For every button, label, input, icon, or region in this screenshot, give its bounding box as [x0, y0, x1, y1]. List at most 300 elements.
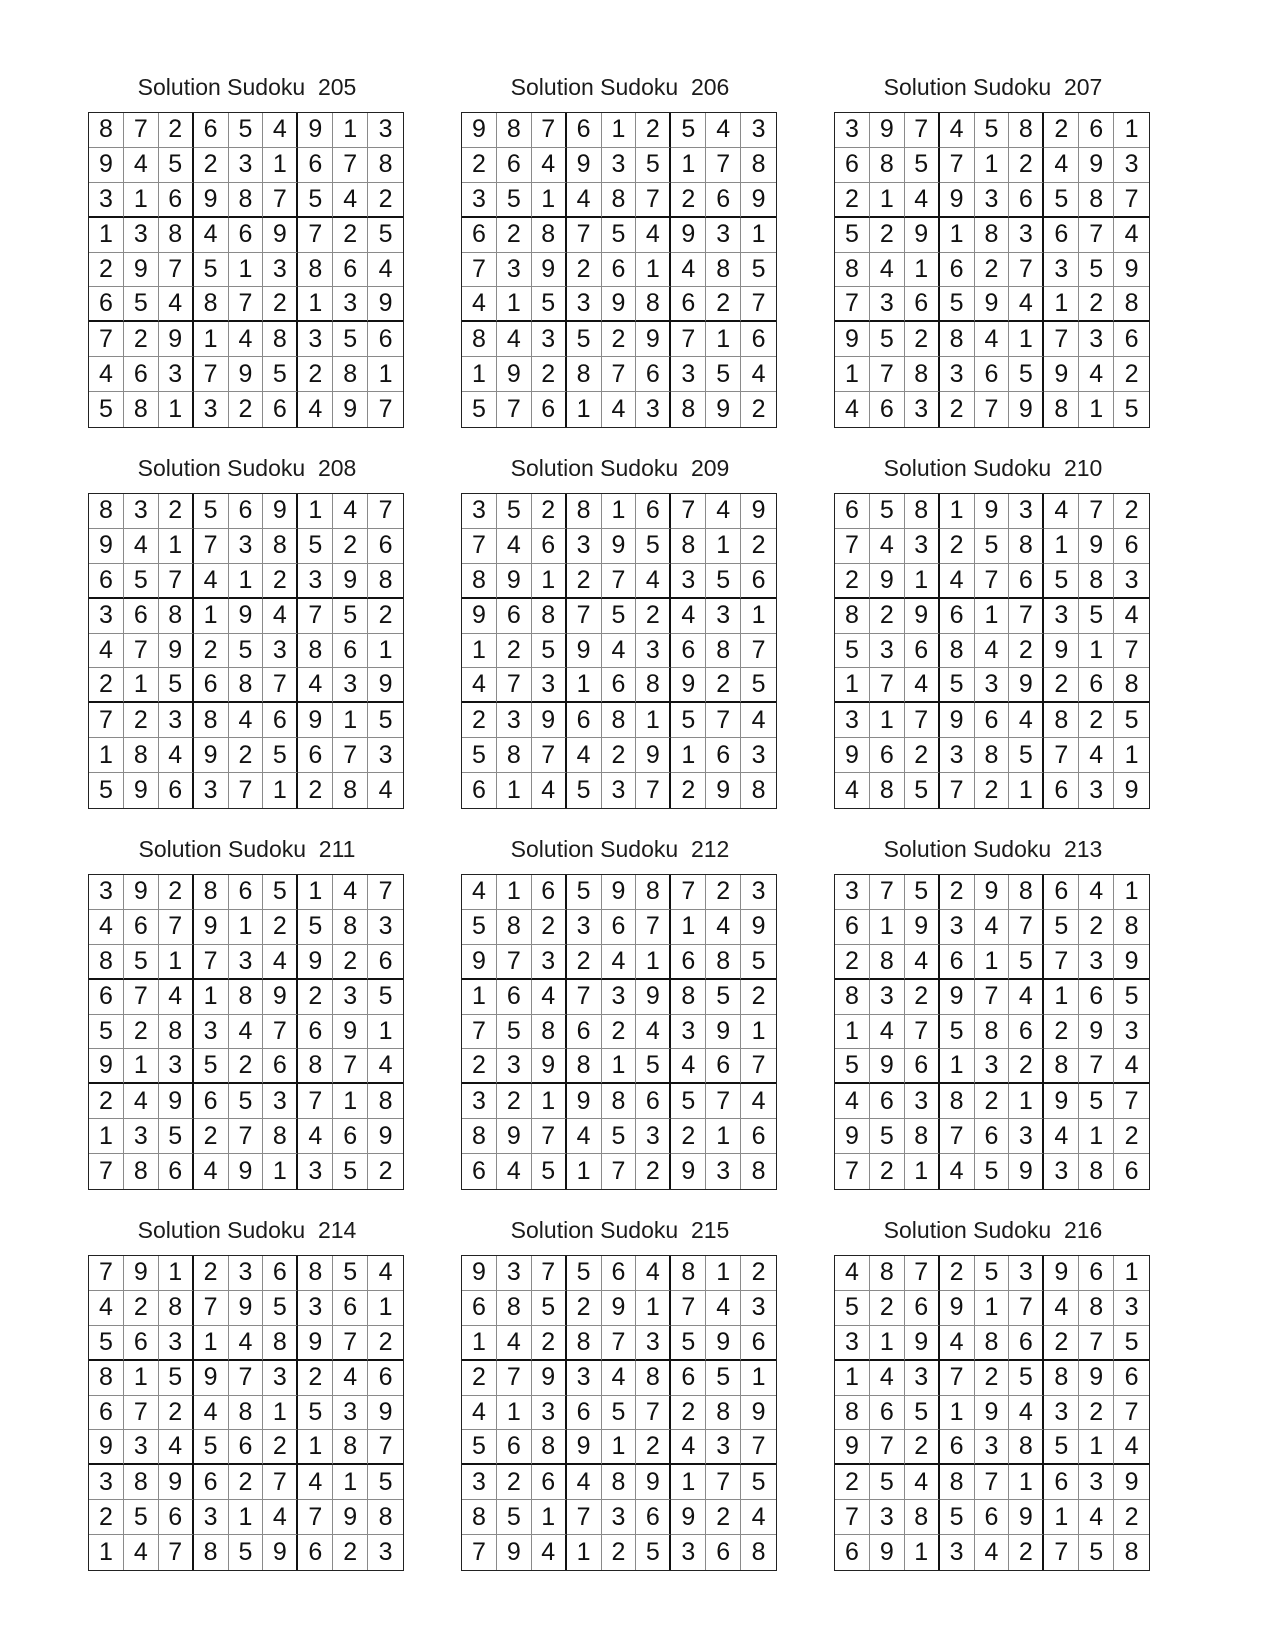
grid-cell: 1	[870, 1326, 905, 1361]
grid-cell: 6	[1114, 529, 1149, 564]
grid-cell: 4	[835, 1084, 870, 1119]
grid-cell: 6	[1079, 980, 1114, 1015]
grid-cell: 6	[905, 287, 940, 322]
sudoku-grid	[461, 112, 777, 428]
grid-cell: 7	[870, 875, 905, 910]
grid-cell: 4	[1079, 357, 1114, 392]
grid-cell: 9	[497, 357, 532, 392]
sudoku-grid	[88, 1255, 404, 1571]
grid-cell: 4	[940, 1154, 975, 1189]
grid-cell: 6	[870, 392, 905, 427]
grid-cell: 4	[194, 1154, 229, 1189]
grid-cell: 9	[263, 1535, 298, 1570]
grid-cell: 1	[462, 1326, 497, 1361]
grid-cell: 4	[378, 776, 393, 805]
grid-cell: 5	[229, 1084, 264, 1119]
grid-cell: 1	[975, 1291, 1010, 1326]
grid-cell: 4	[532, 980, 567, 1015]
grid-cell: 1	[741, 599, 776, 634]
grid-cell: 7	[567, 218, 602, 253]
grid-cell: 6	[1044, 773, 1079, 808]
grid-cell: 1	[905, 1154, 940, 1189]
grid-cell: 1	[567, 1154, 602, 1189]
grid-cell: 4	[159, 1430, 194, 1465]
grid-cell: 5	[1009, 738, 1044, 773]
grid-cell: 6	[1079, 113, 1114, 148]
puzzle-title: Solution Sudoku 206	[510, 74, 730, 100]
grid-cell: 3	[1009, 494, 1044, 529]
grid-cell: 1	[333, 113, 368, 148]
grid-cell: 6	[905, 634, 940, 669]
grid-cell: 9	[975, 494, 1010, 529]
grid-cell: 9	[940, 1291, 975, 1326]
grid-cell: 4	[497, 1326, 532, 1361]
grid-cell: 3	[333, 287, 368, 322]
grid-cell: 1	[905, 1535, 940, 1570]
grid-cell: 1	[159, 945, 194, 980]
grid-cell: 5	[263, 357, 298, 392]
grid-cell: 4	[263, 113, 298, 148]
grid-cell: 1	[532, 183, 567, 218]
grid-cell: 9	[229, 599, 264, 634]
grid-cell: 5	[89, 773, 124, 808]
grid-cell: 3	[159, 703, 194, 738]
grid-cell: 3	[567, 1361, 602, 1396]
grid-cell: 3	[940, 357, 975, 392]
grid-cell: 3	[835, 875, 870, 910]
grid-cell: 6	[1009, 564, 1044, 599]
grid-cell: 2	[1009, 1535, 1044, 1570]
grid-cell: 3	[706, 218, 741, 253]
grid-cell: 6	[602, 910, 637, 945]
grid-cell: 3	[462, 1084, 497, 1119]
grid-cell: 4	[671, 253, 706, 288]
grid-cell: 6	[835, 494, 870, 529]
grid-cell: 2	[835, 1465, 870, 1500]
grid-cell: 4	[706, 494, 741, 529]
grid-cell: 6	[333, 1291, 368, 1326]
grid-cell: 2	[636, 599, 671, 634]
grid-cell: 4	[602, 392, 637, 427]
grid-cell: 6	[706, 1049, 741, 1084]
grid-cell: 2	[1114, 1500, 1149, 1535]
grid-cell: 1	[940, 1049, 975, 1084]
grid-cell: 4	[159, 980, 194, 1015]
grid-cell: 2	[1044, 1015, 1079, 1050]
grid-cell: 9	[671, 218, 706, 253]
grid-cell: 3	[229, 945, 264, 980]
grid-cell: 9	[870, 1049, 905, 1084]
grid-cell: 8	[905, 1500, 940, 1535]
grid-cell: 9	[975, 287, 1010, 322]
grid-cell: 7	[567, 980, 602, 1015]
grid-cell: 8	[124, 738, 159, 773]
grid-cell: 6	[636, 494, 671, 529]
grid-cell: 5	[905, 875, 940, 910]
puzzle-title: Solution Sudoku 210	[883, 455, 1103, 481]
grid-cell: 4	[567, 738, 602, 773]
grid-cell: 5	[1009, 945, 1044, 980]
grid-cell: 8	[567, 1326, 602, 1361]
grid-cell: 8	[462, 322, 497, 357]
grid-cell: 5	[671, 1326, 706, 1361]
grid-cell: 2	[532, 357, 567, 392]
grid-cell: 4	[741, 357, 776, 392]
grid-cell: 5	[194, 1430, 229, 1465]
grid-cell: 4	[124, 1084, 159, 1119]
grid-cell: 6	[671, 287, 706, 322]
grid-cell: 8	[975, 218, 1010, 253]
grid-cell: 2	[602, 322, 637, 357]
grid-cell: 9	[602, 287, 637, 322]
grid-cell: 7	[497, 668, 532, 703]
grid-cell: 1	[975, 945, 1010, 980]
grid-cell: 9	[368, 1119, 403, 1154]
grid-cell: 1	[636, 945, 671, 980]
grid-cell: 5	[89, 1326, 124, 1361]
grid-cell: 8	[975, 738, 1010, 773]
grid-cell: 7	[870, 1430, 905, 1465]
grid-cell: 4	[741, 1500, 776, 1535]
grid-cell: 9	[1009, 668, 1044, 703]
grid-cell: 7	[1044, 1535, 1079, 1570]
grid-cell: 5	[636, 529, 671, 564]
grid-cell: 4	[870, 1361, 905, 1396]
grid-cell: 4	[1079, 738, 1114, 773]
grid-cell: 8	[706, 945, 741, 980]
grid-cell: 8	[229, 980, 264, 1015]
grid-cell: 4	[706, 1291, 741, 1326]
grid-cell: 4	[975, 322, 1010, 357]
grid-cell: 4	[462, 875, 497, 910]
grid-cell: 1	[1114, 113, 1149, 148]
grid-cell: 3	[975, 183, 1010, 218]
grid-cell: 7	[497, 392, 532, 427]
grid-cell: 5	[333, 599, 368, 634]
grid-cell: 9	[567, 1084, 602, 1119]
grid-cell: 8	[1009, 1430, 1044, 1465]
grid-cell: 2	[671, 1396, 706, 1431]
grid-cell: 1	[124, 1361, 159, 1396]
grid-cell: 3	[1009, 1119, 1044, 1154]
grid-cell: 2	[975, 253, 1010, 288]
grid-cell: 3	[263, 253, 298, 288]
grid-cell: 4	[124, 148, 159, 183]
grid-cell: 6	[89, 980, 124, 1015]
grid-cell: 4	[671, 1430, 706, 1465]
grid-cell: 3	[940, 910, 975, 945]
grid-cell: 2	[194, 1256, 229, 1291]
grid-cell: 7	[263, 1465, 298, 1500]
grid-cell: 4	[1044, 148, 1079, 183]
grid-cell: 8	[706, 1396, 741, 1431]
grid-cell: 2	[124, 1291, 159, 1326]
grid-cell: 1	[905, 564, 940, 599]
grid-cell: 4	[940, 113, 975, 148]
grid-cell: 9	[940, 183, 975, 218]
grid-cell: 8	[751, 1538, 766, 1567]
grid-cell: 5	[905, 148, 940, 183]
sudoku-grid	[461, 1255, 777, 1571]
grid-cell: 6	[532, 529, 567, 564]
grid-cell: 7	[124, 113, 159, 148]
grid-cell: 5	[567, 875, 602, 910]
grid-cell: 5	[159, 148, 194, 183]
grid-cell: 5	[905, 773, 940, 808]
grid-cell: 7	[706, 1084, 741, 1119]
grid-cell: 5	[368, 703, 403, 738]
grid-cell: 9	[229, 1291, 264, 1326]
grid-cell: 9	[706, 1326, 741, 1361]
grid-cell: 5	[1079, 1084, 1114, 1119]
grid-cell: 4	[1114, 218, 1149, 253]
grid-cell: 1	[671, 1465, 706, 1500]
grid-cell: 8	[229, 668, 264, 703]
grid-cell: 8	[905, 494, 940, 529]
grid-cell: 3	[1009, 1256, 1044, 1291]
grid-cell: 2	[462, 1361, 497, 1396]
grid-cell: 9	[263, 494, 298, 529]
grid-cell: 3	[835, 113, 870, 148]
grid-cell: 4	[229, 322, 264, 357]
grid-cell: 1	[532, 564, 567, 599]
grid-cell: 2	[532, 494, 567, 529]
grid-cell: 3	[706, 599, 741, 634]
grid-cell: 9	[1009, 392, 1044, 427]
grid-cell: 3	[532, 945, 567, 980]
grid-cell: 9	[671, 668, 706, 703]
puzzle-title: Solution Sudoku 208	[137, 455, 357, 481]
grid-cell: 7	[975, 1465, 1010, 1500]
grid-cell: 6	[532, 1465, 567, 1500]
grid-cell: 9	[870, 113, 905, 148]
grid-cell: 4	[870, 529, 905, 564]
grid-cell: 5	[462, 738, 497, 773]
grid-cell: 5	[567, 1256, 602, 1291]
grid-cell: 2	[333, 218, 368, 253]
grid-cell: 9	[905, 1326, 940, 1361]
grid-cell: 6	[462, 773, 497, 808]
grid-cell: 9	[741, 494, 776, 529]
grid-cell: 6	[975, 357, 1010, 392]
grid-cell: 6	[905, 1049, 940, 1084]
grid-cell: 5	[1124, 395, 1139, 424]
grid-cell: 4	[532, 148, 567, 183]
grid-cell: 2	[497, 1465, 532, 1500]
grid-cell: 2	[940, 392, 975, 427]
grid-cell: 4	[706, 113, 741, 148]
grid-cell: 9	[706, 392, 741, 427]
grid-cell: 8	[229, 183, 264, 218]
grid-cell: 1	[1009, 322, 1044, 357]
grid-cell: 2	[870, 1154, 905, 1189]
grid-cell: 7	[940, 773, 975, 808]
grid-cell: 2	[602, 738, 637, 773]
grid-cell: 5	[940, 1500, 975, 1535]
grid-cell: 1	[263, 1154, 298, 1189]
grid-cell: 7	[194, 529, 229, 564]
grid-cell: 7	[975, 392, 1010, 427]
grid-cell: 3	[298, 322, 333, 357]
grid-cell: 2	[1079, 287, 1114, 322]
grid-cell: 1	[124, 1049, 159, 1084]
grid-cell: 5	[1009, 1361, 1044, 1396]
grid-cell: 1	[706, 529, 741, 564]
grid-cell: 8	[567, 494, 602, 529]
grid-cell: 2	[671, 183, 706, 218]
grid-cell: 6	[532, 875, 567, 910]
grid-cell: 1	[89, 1535, 124, 1570]
grid-cell: 4	[497, 1154, 532, 1189]
grid-cell: 4	[905, 1465, 940, 1500]
grid-cell: 3	[1044, 599, 1079, 634]
grid-cell: 8	[462, 1119, 497, 1154]
grid-cell: 1	[333, 1465, 368, 1500]
grid-cell: 8	[870, 773, 905, 808]
grid-cell: 6	[567, 703, 602, 738]
grid-cell: 9	[1079, 148, 1114, 183]
grid-cell: 5	[497, 1500, 532, 1535]
grid-cell: 8	[940, 634, 975, 669]
grid-cell: 8	[194, 703, 229, 738]
grid-cell: 1	[1079, 1119, 1114, 1154]
grid-cell: 3	[462, 183, 497, 218]
grid-cell: 9	[333, 564, 368, 599]
grid-cell: 8	[263, 322, 298, 357]
grid-cell: 9	[636, 980, 671, 1015]
grid-cell: 1	[194, 322, 229, 357]
grid-cell: 6	[706, 183, 741, 218]
grid-cell: 3	[636, 1119, 671, 1154]
grid-cell: 1	[1079, 1430, 1114, 1465]
grid-cell: 7	[462, 1535, 497, 1570]
grid-cell: 7	[636, 773, 671, 808]
grid-cell: 4	[671, 599, 706, 634]
grid-cell: 8	[532, 1430, 567, 1465]
grid-cell: 2	[636, 113, 671, 148]
grid-cell: 2	[835, 945, 870, 980]
puzzle-title: Solution Sudoku 211	[138, 836, 356, 862]
grid-cell: 3	[194, 1015, 229, 1050]
grid-cell: 9	[194, 910, 229, 945]
grid-cell: 8	[298, 634, 333, 669]
grid-cell: 5	[1114, 980, 1149, 1015]
grid-cell: 8	[532, 218, 567, 253]
grid-cell: 1	[671, 910, 706, 945]
grid-cell: 3	[1079, 773, 1114, 808]
grid-cell: 2	[751, 395, 766, 424]
grid-cell: 1	[1044, 980, 1079, 1015]
grid-cell: 8	[741, 148, 776, 183]
grid-cell: 5	[706, 564, 741, 599]
grid-cell: 5	[835, 634, 870, 669]
grid-cell: 8	[751, 1157, 766, 1186]
grid-cell: 8	[1124, 1538, 1139, 1567]
grid-cell: 5	[194, 1049, 229, 1084]
grid-cell: 1	[263, 1396, 298, 1431]
puzzle-title: Solution Sudoku 214	[137, 1217, 357, 1243]
grid-cell: 4	[368, 253, 403, 288]
grid-cell: 1	[1079, 392, 1114, 427]
grid-cell: 5	[89, 1015, 124, 1050]
grid-cell: 5	[368, 980, 403, 1015]
grid-cell: 3	[89, 183, 124, 218]
grid-cell: 2	[671, 773, 706, 808]
grid-cell: 5	[975, 1256, 1010, 1291]
grid-cell: 1	[905, 253, 940, 288]
grid-cell: 4	[1079, 1500, 1114, 1535]
grid-cell: 8	[671, 1256, 706, 1291]
grid-cell: 8	[671, 529, 706, 564]
grid-cell: 3	[940, 738, 975, 773]
grid-cell: 6	[532, 392, 567, 427]
grid-cell: 8	[975, 1326, 1010, 1361]
sudoku-grid	[834, 493, 1150, 809]
grid-cell: 6	[1124, 1157, 1139, 1186]
grid-cell: 5	[835, 218, 870, 253]
grid-cell: 3	[263, 634, 298, 669]
grid-cell: 7	[835, 287, 870, 322]
grid-cell: 1	[835, 1361, 870, 1396]
grid-cell: 9	[1044, 1084, 1079, 1119]
grid-cell: 4	[1114, 1049, 1149, 1084]
grid-cell: 9	[333, 392, 368, 427]
grid-cell: 4	[567, 1119, 602, 1154]
grid-cell: 8	[124, 1465, 159, 1500]
grid-cell: 5	[567, 322, 602, 357]
grid-cell: 6	[159, 1500, 194, 1535]
grid-cell: 3	[1114, 564, 1149, 599]
grid-cell: 4	[835, 392, 870, 427]
grid-cell: 5	[229, 113, 264, 148]
grid-cell: 2	[1079, 703, 1114, 738]
grid-cell: 2	[333, 529, 368, 564]
grid-cell: 8	[89, 1361, 124, 1396]
grid-cell: 3	[671, 564, 706, 599]
grid-cell: 5	[497, 1015, 532, 1050]
grid-cell: 7	[368, 875, 403, 910]
grid-cell: 6	[462, 218, 497, 253]
grid-cell: 9	[706, 1015, 741, 1050]
grid-cell: 1	[263, 148, 298, 183]
grid-cell: 2	[905, 1430, 940, 1465]
grid-cell: 1	[1114, 738, 1149, 773]
grid-cell: 5	[333, 322, 368, 357]
grid-cell: 2	[124, 1015, 159, 1050]
grid-cell: 7	[741, 634, 776, 669]
grid-cell: 7	[159, 1535, 194, 1570]
grid-cell: 6	[741, 1119, 776, 1154]
grid-cell: 7	[1114, 634, 1149, 669]
grid-cell: 7	[636, 910, 671, 945]
grid-cell: 8	[194, 875, 229, 910]
grid-cell: 3	[497, 1049, 532, 1084]
grid-cell: 7	[1009, 253, 1044, 288]
grid-cell: 6	[1044, 218, 1079, 253]
grid-cell: 8	[532, 1015, 567, 1050]
grid-cell: 5	[229, 634, 264, 669]
grid-cell: 7	[1009, 910, 1044, 945]
grid-cell: 9	[532, 1049, 567, 1084]
grid-cell: 8	[497, 738, 532, 773]
grid-cell: 8	[975, 1015, 1010, 1050]
grid-cell: 7	[263, 668, 298, 703]
grid-cell: 2	[1114, 1119, 1149, 1154]
grid-cell: 8	[194, 1535, 229, 1570]
grid-cell: 7	[975, 980, 1010, 1015]
grid-cell: 3	[333, 1396, 368, 1431]
grid-cell: 3	[368, 738, 403, 773]
